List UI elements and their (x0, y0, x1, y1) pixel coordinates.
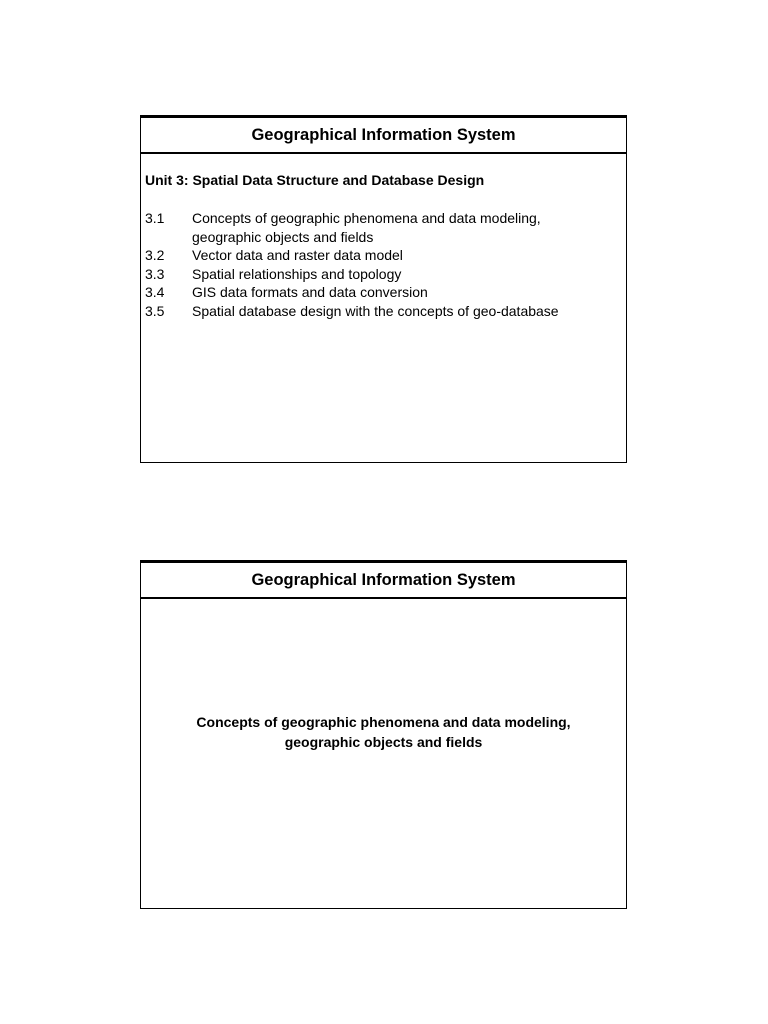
topic-text: GIS data formats and data conversion (192, 284, 428, 301)
slide-header-title: Geographical Information System (251, 125, 516, 144)
slide-header (141, 563, 626, 599)
topic-item (145, 302, 612, 321)
topic-number: 3.5 (145, 302, 165, 319)
topic-number: 3.2 (145, 247, 165, 264)
topic-number: 3.4 (145, 284, 165, 301)
slide-header (141, 118, 626, 154)
topic-text: Spatial relationships and topology (192, 265, 402, 282)
unit-title: Unit 3: Spatial Data Structure and Database Design (145, 172, 485, 188)
topic-number: 3.3 (145, 265, 165, 282)
topic-number: 3.1 (145, 210, 165, 226)
section-title (141, 712, 626, 752)
topic-item (145, 265, 612, 284)
topic-item (145, 283, 612, 302)
slide-2 (140, 560, 627, 909)
slide-1 (140, 115, 627, 463)
topic-text: Vector data and raster data model (192, 247, 403, 264)
topic-item (145, 209, 612, 246)
slide-header-title: Geographical Information System (251, 570, 516, 589)
topic-item (145, 246, 612, 265)
topic-list (145, 209, 612, 321)
section-title-line-2: geographic objects and fields (284, 734, 483, 750)
topic-text: Spatial database design with the concepts of geo-database (192, 302, 559, 319)
topic-text: Concepts of geographic phenomena and data modeling, geographic objects and fields (192, 210, 541, 245)
section-title-line-1: Concepts of geographic phenomena and data modeling, (196, 714, 571, 730)
